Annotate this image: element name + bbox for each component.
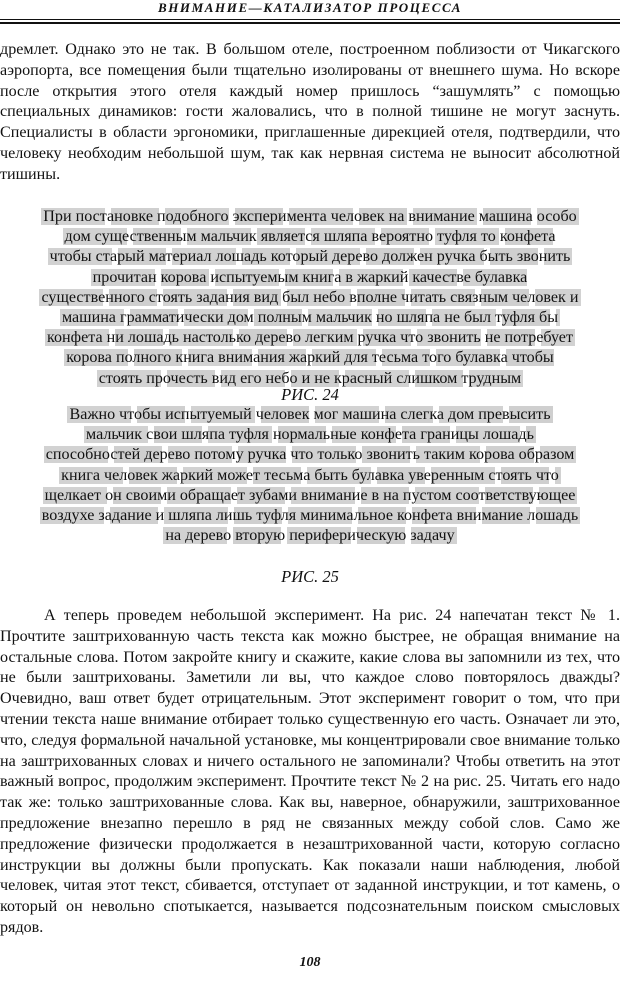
- paragraph-intro: [0, 40, 620, 186]
- figure-line-text: конфета ни лошадь настолько дерево легким ручка что звонить не потребует: [47, 329, 573, 347]
- paragraph-intro-text: дремлет. Однако это не так. В большом отеле, построенном поблизости от Чикагского аэропорта, все помещения были тщательно изолированы от внешнего шума. Но вскоре после открытия этого отеля каждый номер пришлось “зашумлять” с помощью специальных динамиков: гости жаловались, что в полной тишине не могут заснуть. Специалисты в области эргономики, приглашенные дирекцией отеля, подтвердили, что человеку необходим небольшой шум, так как нервная система не выносит абсолютной тишины.: [0, 41, 620, 183]
- figure-line: [0, 348, 620, 368]
- figure-line-text: мальчик свои шляпа туфля нормальные конфета границы лошадь: [86, 426, 534, 444]
- figure-24-text: [0, 207, 620, 389]
- figure-line: [0, 247, 620, 267]
- figure-line-text: Важно чтобы испытуемый человек мог машина слегка дом превысить: [69, 406, 551, 423]
- figure-line: [0, 445, 620, 465]
- figure-line-text: книга человек жаркий может тесьма быть булавка уверенным стоять что: [61, 466, 559, 484]
- page-number: 108: [299, 955, 321, 970]
- figure-line-text: чтобы старый материал лошадь который дерево должен ручка быть звонить: [49, 248, 571, 266]
- figure-line-text: воздухе задание и шляпа лишь туфля минимальное конфета внимание лошадь: [41, 506, 579, 524]
- figure-line: [0, 405, 620, 425]
- header-rule: [0, 19, 620, 20]
- figure-line: [0, 506, 620, 526]
- figure-line: [0, 526, 620, 546]
- figure-line: [0, 466, 620, 486]
- figure-line-text: щелкает он своими обращает зубами внимание в на пустом соответствующее: [44, 486, 576, 504]
- figure-line: [0, 425, 620, 445]
- paragraph-experiment-text: А теперь проведем небольшой эксперимент. На рис. 24 напечатан текст № 1. Прочтите заштрихованную часть текста как можно быстрее, не обращая внимание на остальные слова. Потом закройте книгу и скажите, какие слова вы запомнили из тех, что не были заштрихованы. Заметили ли вы, что каждое слово повторялось дважды? Очевидно, ваш ответ будет отрицательным. Этот эксперимент говорит о том, что при чтении текста наше внимание отбирает только существенную его часть. Означает ли это, что, следуя формальной начальной установке, мы концентрировали свое внимание только на заштрихованных словах и ничего остального не запоминали? Чтобы ответить на этот важный вопрос, продолжим эксперимент. Прочтите текст № 2 на рис. 25. Читать его надо так же: только заштрихованные слова. Как вы, наверное, обнаружили, заштрихованное предложение внезапно перешло в ряд не связанных между собой слов. Само же предложение физически продолжается в незаштрихованной части, которую согласно инструкции вы должны были пропускать. Как показали наши наблюдения, любой человек, читая этот текст, сбивается, отступает от заданной инструкции, и тот камень, о который он невольно спотыкается, называется подсознательным поиском смысловых рядов.: [0, 607, 620, 936]
- figure-line-text: При постановке подобного эксперимента человек на внимание машина особо: [43, 208, 577, 225]
- figure-line: [0, 328, 620, 348]
- figure-line: [0, 207, 620, 227]
- figure-line-text: стоять прочесть вид его небо и не красный слишком трудным: [98, 369, 522, 387]
- figure-line-text: дом существенным мальчик является шляпа вероятно туфля то конфета: [64, 228, 556, 246]
- figure-line: [0, 486, 620, 506]
- figure-24-caption: РИС. 24: [281, 385, 339, 404]
- figure-25-caption: РИС. 25: [281, 567, 339, 586]
- running-header: [0, 0, 620, 24]
- running-header-title: ВНИМАНИЕ—КАТАЛИЗАТОР ПРОЦЕССА: [157, 0, 463, 15]
- figure-line-text: на дерево вторую периферическую задачу: [165, 527, 455, 545]
- figure-line: [0, 288, 620, 308]
- figure-25-text: [0, 405, 620, 546]
- figure-line: [0, 308, 620, 328]
- figure-line-text: существенного стоять задания вид был небо вполне читать связным человек и: [41, 288, 579, 306]
- figure-line-text: способностей дерево потому ручка что только звонить таким корова образом: [45, 446, 575, 464]
- figure-line: [0, 227, 620, 247]
- paragraph-experiment: [0, 606, 620, 939]
- figure-line-text: прочитан корова испытуемым книга в жаркий качестве булавка: [92, 268, 528, 286]
- figure-line-text: машина грамматически дом полным мальчик но шляпа не был туфля бы: [61, 308, 559, 326]
- figure-line: [0, 268, 620, 288]
- figure-line-text: корова полного книга внимания жаркий для тесьма того булавка чтобы: [66, 349, 554, 367]
